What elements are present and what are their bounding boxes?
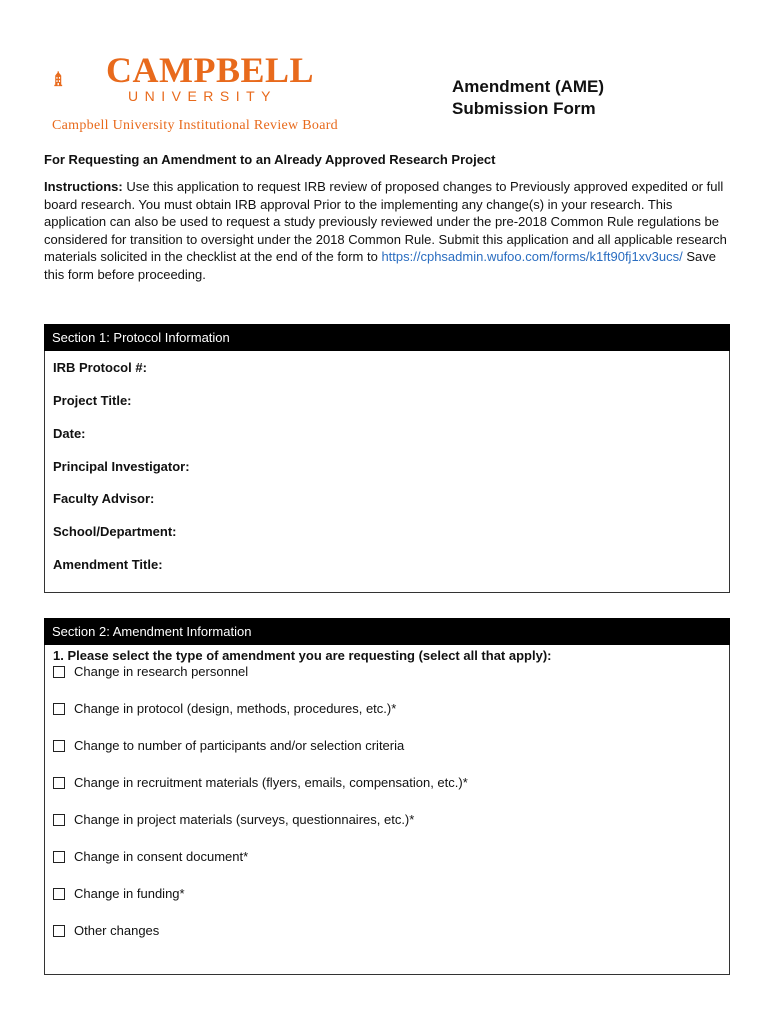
option-label: Change in project materials (surveys, questionnaires, etc.)* [74, 812, 415, 827]
form-subtitle: For Requesting an Amendment to an Already Approved Research Project [44, 152, 496, 167]
checkbox[interactable] [53, 814, 65, 826]
checkbox[interactable] [53, 740, 65, 752]
instructions-label: Instructions: [44, 179, 123, 194]
checkbox[interactable] [53, 777, 65, 789]
section-protocol-information [44, 324, 730, 593]
faculty-advisor-field[interactable]: Faculty Advisor: [53, 491, 155, 506]
logo-subtitle: UNIVERSITY [128, 88, 278, 104]
checkbox[interactable] [53, 925, 65, 937]
option-project-materials[interactable] [53, 812, 414, 827]
submission-link[interactable]: https://cphsadmin.wufoo.com/forms/k1ft90fj1xv3ucs/ [381, 249, 683, 265]
campbell-tower-logo-icon [52, 46, 112, 112]
project-title-field[interactable]: Project Title: [53, 393, 132, 408]
option-label: Change in consent document* [74, 849, 249, 864]
school-department-field[interactable]: School/Department: [53, 524, 177, 539]
option-label: Other changes [74, 923, 160, 938]
option-label: Change in funding* [74, 886, 185, 901]
instructions-paragraph [44, 178, 734, 284]
section-1-header: Section 1: Protocol Information [44, 324, 730, 351]
option-consent-document[interactable] [53, 849, 248, 864]
option-other-changes[interactable] [53, 923, 159, 938]
checkbox[interactable] [53, 703, 65, 715]
option-participants[interactable] [53, 738, 404, 753]
section-2-header: Section 2: Amendment Information [44, 618, 730, 645]
checkbox[interactable] [53, 888, 65, 900]
checkbox[interactable] [53, 666, 65, 678]
logo-wordmark: CAMPBELL [106, 50, 315, 90]
option-label: Change in protocol (design, methods, procedures, etc.)* [74, 701, 397, 716]
option-recruitment-materials[interactable] [53, 775, 468, 790]
option-funding[interactable] [53, 886, 185, 901]
amendment-type-question: 1. Please select the type of amendment you are requesting (select all that apply): [53, 648, 552, 663]
option-label: Change in recruitment materials (flyers, emails, compensation, etc.)* [74, 775, 468, 790]
irb-board-name: Campbell University Institutional Review Board [52, 118, 338, 133]
section-amendment-information [44, 618, 730, 975]
option-protocol[interactable] [53, 701, 396, 716]
irb-protocol-field[interactable]: IRB Protocol #: [53, 360, 147, 375]
amendment-title-field[interactable]: Amendment Title: [53, 557, 163, 572]
principal-investigator-field[interactable]: Principal Investigator: [53, 459, 190, 474]
title-line-2: Submission Form [452, 99, 596, 118]
option-research-personnel[interactable] [53, 664, 248, 679]
save-note: Save this form before proceeding. [44, 249, 717, 282]
option-label: Change to number of participants and/or selection criteria [74, 738, 405, 753]
title-line-1: Amendment (AME) [452, 77, 605, 96]
instructions-text: Use this application to request IRB review of proposed changes to Previously approved expedited or full board research. You must obtain IRB approval Prior to the implementing any change(s) in your research. This application can also be used to request a study previously reviewed under the pre-2018 Common Rule regulations be considered for transition to oversight under the 2018 Common Rule. Submit this application and all applicable research materials solicited in the checklist at the end of the form to [44, 179, 727, 265]
option-label: Change in research personnel [74, 664, 249, 679]
checkbox[interactable] [53, 851, 65, 863]
document-title [452, 76, 604, 120]
date-field[interactable]: Date: [53, 426, 86, 441]
